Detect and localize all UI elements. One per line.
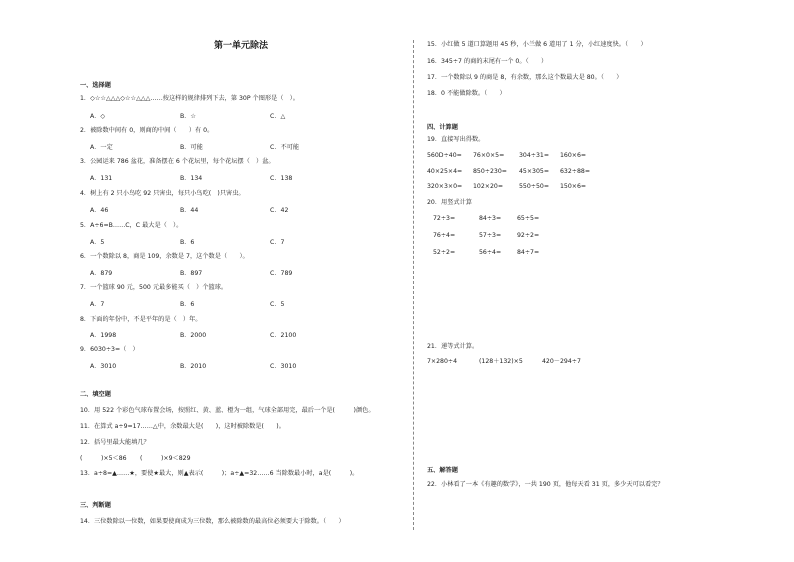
question-12: 12．括号里最大能填几？ <box>80 439 150 446</box>
calc-item: 76÷4= <box>433 232 456 239</box>
calc-item: 420－294÷7 <box>542 358 581 365</box>
calc-item: 40×25×4= <box>427 168 463 175</box>
fill-item: ( )×9＜829 <box>140 455 191 462</box>
section-heading-choice: 一、选择题 <box>80 82 111 89</box>
calc-item: 632÷88= <box>560 168 591 175</box>
section-heading-judge: 三、判断题 <box>80 502 111 509</box>
question-7: 7．一个篮球 90 元，500 元最多能买（ ）个篮球。 <box>80 284 228 291</box>
option-b: B．6 <box>180 239 195 246</box>
calc-item: 160×6= <box>560 152 587 159</box>
calc-item: 850÷230= <box>473 168 507 175</box>
calc-item: 84÷3= <box>479 215 502 222</box>
option-a: A．131 <box>90 175 113 182</box>
calc-item: 72÷3= <box>433 215 456 222</box>
vertical-calc-row <box>433 249 593 256</box>
option-a: A．◇ <box>90 113 106 120</box>
calc-item: 57÷3= <box>479 232 502 239</box>
section-heading-fill: 二、填空题 <box>80 391 111 398</box>
question-20: 20．用竖式计算 <box>427 199 472 206</box>
question-5: 5．A÷6=B……C，C 最大是（ ）。 <box>80 222 183 229</box>
calc-item: 560D÷40= <box>427 152 462 159</box>
calc-item: 65÷5= <box>517 215 540 222</box>
option-b: B．可能 <box>180 144 203 151</box>
calc-item: 102×20= <box>473 183 504 190</box>
option-b: B．2010 <box>180 363 207 370</box>
question-9-options <box>90 363 390 370</box>
question-1-options <box>90 113 390 120</box>
question-2: 2．被除数中间有 0，则商的中间（ ）有 0。 <box>80 127 214 134</box>
option-c: C．42 <box>270 207 289 214</box>
option-c: C．3010 <box>270 363 297 370</box>
option-b: B．6 <box>180 301 195 308</box>
calc-item: 45×305= <box>519 168 550 175</box>
question-10: 10．用 522 个彩色气球布置会场，按照红、黄、蓝、橙为一组，气球全部用完，最后一个是( )颜色。 <box>80 407 375 414</box>
question-9: 9．6030÷3=（ ） <box>80 346 139 353</box>
question-18: 18．0 不能做除数。（ ） <box>427 90 506 97</box>
mental-calc-row <box>427 168 627 175</box>
question-5-options <box>90 239 390 246</box>
option-b: B．☆ <box>180 113 196 120</box>
calc-item: 304÷31= <box>519 152 550 159</box>
question-6-options <box>90 270 390 277</box>
question-7-options <box>90 301 390 308</box>
calc-item: 84÷7= <box>517 249 540 256</box>
question-2-options <box>90 144 390 151</box>
calc-item: 150×6= <box>560 183 587 190</box>
calc-item: 92÷2= <box>517 232 540 239</box>
vertical-calc-row <box>433 232 593 239</box>
question-15: 15．小红做 5 道口算题用 45 秒，小兰做 6 道用了 1 分，小红速度快。（ ） <box>427 41 647 48</box>
calc-item: 550÷50= <box>519 183 550 190</box>
question-16: 16．345÷7 的商的末尾有一个 0。（ ） <box>427 58 548 65</box>
question-6: 6．一个数除以 8，商是 109，余数是 7，这个数是（ ）。 <box>80 253 249 260</box>
calc-item: (128＋132)×5 <box>479 358 523 365</box>
option-c: C．5 <box>270 301 285 308</box>
calc-item: 76×0×5= <box>473 152 505 159</box>
option-a: A．一定 <box>90 144 113 151</box>
mental-calc-row <box>427 183 627 190</box>
page-title: 第一单元除法 <box>213 41 268 51</box>
section-heading-calc: 四、计算题 <box>427 124 458 131</box>
calc-item: 7×280÷4 <box>427 358 458 365</box>
question-3-options <box>90 175 390 182</box>
step-calc-row <box>427 358 647 365</box>
option-a: A．7 <box>90 301 105 308</box>
option-b: B．134 <box>180 175 203 182</box>
question-22: 22．小林看了一本《有趣的数学》，一共 190 页，他每天看 31 页，多少天可以看完？ <box>427 481 664 488</box>
option-c: C．不可能 <box>270 144 300 151</box>
option-c: C．789 <box>270 270 293 277</box>
fill-item: ( )×5＜86 <box>80 455 127 462</box>
calc-item: 320×3×0= <box>427 183 463 190</box>
option-b: B．897 <box>180 270 203 277</box>
option-b: B．2000 <box>180 332 207 339</box>
question-19: 19．直接写出得数。 <box>427 136 485 143</box>
question-8-options <box>90 332 390 339</box>
question-11: 11．在算式 a÷9=17……△中，余数最大是( )，这时被除数是( )。 <box>80 423 285 430</box>
question-1: 1．◇☆☆△△△◇☆☆△△△……按这样的规律排列下去，第 30P 个图形是（ ）。 <box>80 95 299 102</box>
option-a: A．879 <box>90 270 113 277</box>
vertical-calc-row <box>433 215 593 222</box>
question-8: 8．下面的年份中，不是平年的是（ ）年。 <box>80 316 202 323</box>
question-14: 14．三位数除以一位数，如果要使商成为三位数，那么被除数的最高位必须要大于除数。（ ） <box>80 518 345 525</box>
question-12-row <box>80 455 280 462</box>
option-a: A．5 <box>90 239 105 246</box>
mental-calc-row <box>427 152 627 159</box>
calc-item: 56÷4= <box>479 249 502 256</box>
question-3: 3．公园运来 786 盆花，准备摆在 6 个花坛里，每个花坛摆（ ）盆。 <box>80 158 275 165</box>
calc-item: 52÷2= <box>433 249 456 256</box>
section-heading-solve: 五、解答题 <box>427 467 458 474</box>
question-4-options <box>90 207 390 214</box>
column-divider <box>413 40 414 530</box>
question-21: 21．递等式计算。 <box>427 343 479 350</box>
option-b: B．44 <box>180 207 199 214</box>
option-c: C．2100 <box>270 332 297 339</box>
option-c: C．△ <box>270 113 286 120</box>
option-c: C．138 <box>270 175 293 182</box>
question-13: 13．a÷8=▲……★，要使★最大，则▲表示( )；a÷▲=32……6 当除数最小时，a是( )。 <box>80 470 359 477</box>
option-a: A．46 <box>90 207 109 214</box>
option-a: A．1998 <box>90 332 117 339</box>
question-17: 17．一个数除以 9 的商是 8，有余数，那么这个数最大是 80。（ ） <box>427 74 623 81</box>
question-4: 4．树上有 2 只小鸟吃 92 只害虫，每只小鸟吃( )只害虫。 <box>80 190 245 197</box>
option-c: C．7 <box>270 239 285 246</box>
option-a: A．3010 <box>90 363 117 370</box>
